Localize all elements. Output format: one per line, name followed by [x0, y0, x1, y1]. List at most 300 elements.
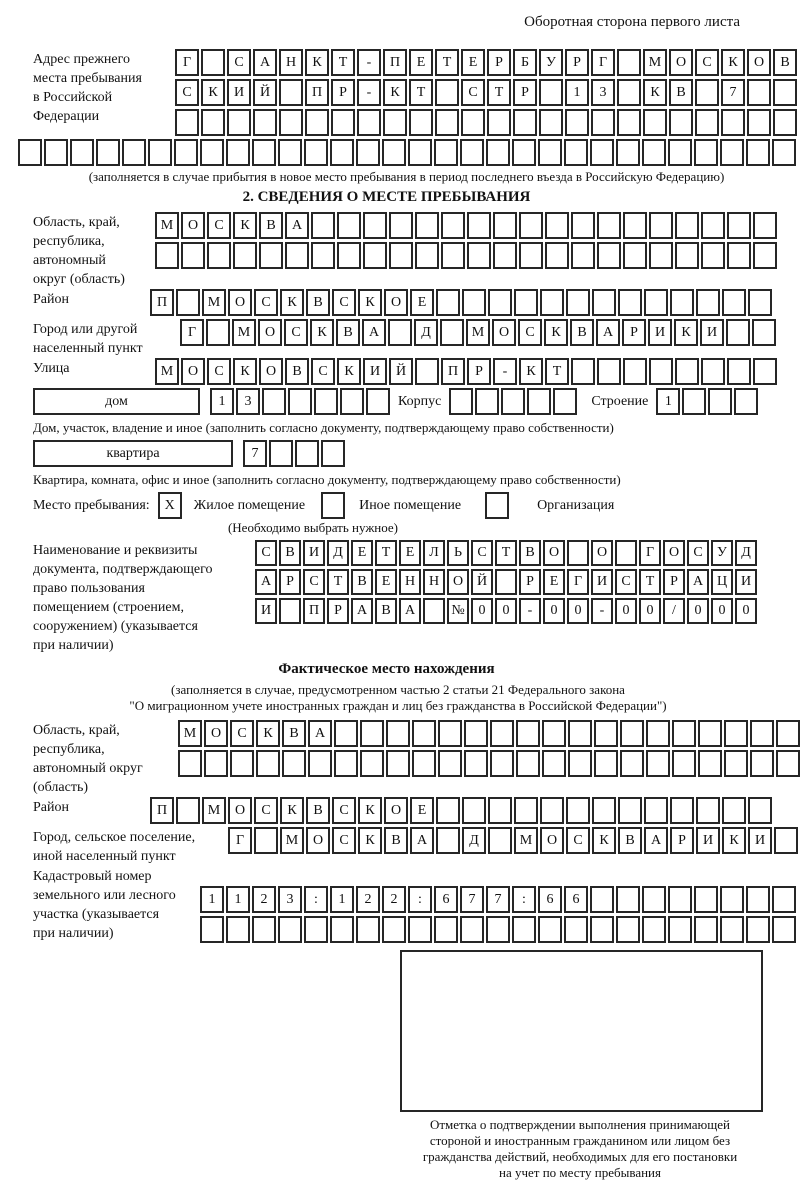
char-cell[interactable] [206, 319, 230, 346]
char-cell[interactable] [649, 358, 673, 385]
char-cell[interactable]: С [695, 49, 719, 76]
char-cell[interactable]: 3 [278, 886, 302, 913]
char-cell[interactable] [460, 916, 484, 943]
char-cell[interactable] [357, 109, 381, 136]
char-cell[interactable]: В [384, 827, 408, 854]
char-cell[interactable] [571, 358, 595, 385]
char-cell[interactable]: - [493, 358, 517, 385]
char-cell[interactable]: И [648, 319, 672, 346]
char-cell[interactable] [545, 212, 569, 239]
char-cell[interactable] [516, 750, 540, 777]
char-cell[interactable]: О [384, 797, 408, 824]
char-cell[interactable] [360, 720, 384, 747]
char-cell[interactable] [698, 720, 722, 747]
char-cell[interactable]: 1 [226, 886, 250, 913]
char-cell[interactable]: О [591, 540, 613, 566]
char-cell[interactable] [616, 916, 640, 943]
char-cell[interactable]: К [256, 720, 280, 747]
char-cell[interactable] [670, 797, 694, 824]
char-cell[interactable]: Г [639, 540, 661, 566]
char-cell[interactable]: К [544, 319, 568, 346]
char-cell[interactable]: 7 [486, 886, 510, 913]
char-cell[interactable] [623, 242, 647, 269]
char-cell[interactable]: Д [414, 319, 438, 346]
char-cell[interactable]: О [258, 319, 282, 346]
char-cell[interactable]: 0 [615, 598, 637, 624]
char-cell[interactable]: С [230, 720, 254, 747]
char-cell[interactable] [746, 886, 770, 913]
char-cell[interactable] [486, 139, 510, 166]
char-cell[interactable]: А [255, 569, 277, 595]
char-cell[interactable] [311, 212, 335, 239]
char-cell[interactable] [649, 212, 673, 239]
char-cell[interactable]: К [233, 358, 257, 385]
char-cell[interactable]: Т [487, 79, 511, 106]
char-cell[interactable] [682, 388, 706, 415]
char-cell[interactable] [776, 720, 800, 747]
char-cell[interactable] [178, 750, 202, 777]
char-cell[interactable]: Е [351, 540, 373, 566]
char-cell[interactable]: С [615, 569, 637, 595]
char-cell[interactable]: Р [622, 319, 646, 346]
char-cell[interactable] [542, 720, 566, 747]
char-cell[interactable]: 6 [538, 886, 562, 913]
char-cell[interactable] [259, 242, 283, 269]
char-cell[interactable] [646, 720, 670, 747]
char-cell[interactable]: У [711, 540, 733, 566]
char-cell[interactable] [200, 916, 224, 943]
char-cell[interactable]: В [259, 212, 283, 239]
char-cell[interactable] [204, 750, 228, 777]
char-cell[interactable] [722, 289, 746, 316]
char-cell[interactable]: Т [495, 540, 517, 566]
char-cell[interactable]: С [303, 569, 325, 595]
char-cell[interactable] [227, 109, 251, 136]
char-cell[interactable]: А [596, 319, 620, 346]
char-cell[interactable]: С [175, 79, 199, 106]
char-cell[interactable] [363, 242, 387, 269]
char-cell[interactable]: Е [375, 569, 397, 595]
char-cell[interactable]: 0 [711, 598, 733, 624]
char-cell[interactable] [694, 886, 718, 913]
char-cell[interactable]: П [150, 797, 174, 824]
char-cell[interactable] [475, 388, 499, 415]
char-cell[interactable] [597, 242, 621, 269]
char-cell[interactable] [668, 916, 692, 943]
char-cell[interactable] [720, 886, 744, 913]
char-cell[interactable]: 6 [564, 886, 588, 913]
char-cell[interactable] [436, 797, 460, 824]
char-cell[interactable]: - [357, 49, 381, 76]
char-cell[interactable] [233, 242, 257, 269]
char-cell[interactable]: 2 [252, 886, 276, 913]
char-cell[interactable]: Б [513, 49, 537, 76]
char-cell[interactable] [495, 569, 517, 595]
char-cell[interactable]: П [441, 358, 465, 385]
char-cell[interactable] [415, 242, 439, 269]
char-cell[interactable] [694, 916, 718, 943]
char-cell[interactable]: О [306, 827, 330, 854]
char-cell[interactable] [462, 797, 486, 824]
char-cell[interactable] [553, 388, 577, 415]
char-cell[interactable] [363, 212, 387, 239]
char-cell[interactable] [590, 886, 614, 913]
char-cell[interactable] [334, 720, 358, 747]
char-cell[interactable] [513, 109, 537, 136]
char-cell[interactable] [642, 886, 666, 913]
char-cell[interactable] [304, 916, 328, 943]
char-cell[interactable]: Т [639, 569, 661, 595]
char-cell[interactable] [591, 109, 615, 136]
char-cell[interactable] [753, 212, 777, 239]
char-cell[interactable]: К [643, 79, 667, 106]
char-cell[interactable]: С [332, 827, 356, 854]
char-cell[interactable]: Р [487, 49, 511, 76]
char-cell[interactable] [386, 720, 410, 747]
char-cell[interactable] [415, 212, 439, 239]
char-cell[interactable]: Е [410, 797, 434, 824]
char-cell[interactable] [519, 242, 543, 269]
char-cell[interactable] [519, 212, 543, 239]
char-cell[interactable] [696, 797, 720, 824]
char-cell[interactable] [642, 139, 666, 166]
char-cell[interactable] [516, 720, 540, 747]
char-cell[interactable]: С [227, 49, 251, 76]
char-cell[interactable]: В [306, 289, 330, 316]
char-cell[interactable]: А [308, 720, 332, 747]
char-cell[interactable]: О [540, 827, 564, 854]
char-cell[interactable]: К [280, 289, 304, 316]
char-cell[interactable] [568, 720, 592, 747]
char-cell[interactable]: К [310, 319, 334, 346]
char-cell[interactable]: Г [228, 827, 252, 854]
char-cell[interactable] [415, 358, 439, 385]
char-cell[interactable]: К [358, 797, 382, 824]
char-cell[interactable]: Г [175, 49, 199, 76]
char-cell[interactable] [488, 797, 512, 824]
char-cell[interactable] [724, 750, 748, 777]
char-cell[interactable] [207, 242, 231, 269]
char-cell[interactable]: И [255, 598, 277, 624]
char-cell[interactable]: - [357, 79, 381, 106]
char-cell[interactable]: 1 [210, 388, 234, 415]
char-cell[interactable] [122, 139, 146, 166]
char-cell[interactable]: М [202, 797, 226, 824]
char-cell[interactable]: К [358, 289, 382, 316]
char-cell[interactable] [467, 212, 491, 239]
char-cell[interactable]: Е [543, 569, 565, 595]
char-cell[interactable]: О [181, 212, 205, 239]
char-cell[interactable] [409, 109, 433, 136]
char-cell[interactable] [436, 827, 460, 854]
char-cell[interactable] [512, 916, 536, 943]
char-cell[interactable]: В [336, 319, 360, 346]
char-cell[interactable]: Н [279, 49, 303, 76]
char-cell[interactable]: Й [471, 569, 493, 595]
char-cell[interactable] [464, 750, 488, 777]
char-cell[interactable] [181, 242, 205, 269]
char-cell[interactable]: И [227, 79, 251, 106]
char-cell[interactable]: Р [327, 598, 349, 624]
char-cell[interactable] [620, 720, 644, 747]
char-cell[interactable]: О [259, 358, 283, 385]
char-cell[interactable] [412, 720, 436, 747]
char-cell[interactable] [708, 388, 732, 415]
char-cell[interactable] [617, 109, 641, 136]
char-cell[interactable] [571, 212, 595, 239]
char-cell[interactable] [304, 139, 328, 166]
char-cell[interactable] [646, 750, 670, 777]
char-cell[interactable]: С [207, 212, 231, 239]
char-cell[interactable] [434, 139, 458, 166]
char-cell[interactable] [262, 388, 286, 415]
char-cell[interactable] [727, 242, 751, 269]
char-cell[interactable]: Е [399, 540, 421, 566]
char-cell[interactable] [200, 139, 224, 166]
char-cell[interactable] [382, 916, 406, 943]
char-cell[interactable] [174, 139, 198, 166]
char-cell[interactable] [747, 109, 771, 136]
char-cell[interactable] [564, 139, 588, 166]
char-cell[interactable]: И [700, 319, 724, 346]
char-cell[interactable]: / [663, 598, 685, 624]
char-cell[interactable]: С [332, 289, 356, 316]
char-cell[interactable] [512, 139, 536, 166]
char-cell[interactable]: А [644, 827, 668, 854]
char-cell[interactable]: 1 [200, 886, 224, 913]
char-cell[interactable] [490, 750, 514, 777]
char-cell[interactable] [331, 109, 355, 136]
char-cell[interactable] [748, 797, 772, 824]
char-cell[interactable]: О [204, 720, 228, 747]
char-cell[interactable] [340, 388, 364, 415]
char-cell[interactable] [408, 139, 432, 166]
char-cell[interactable] [467, 242, 491, 269]
char-cell[interactable] [383, 109, 407, 136]
char-cell[interactable] [337, 242, 361, 269]
char-cell[interactable]: Т [375, 540, 397, 566]
char-cell[interactable]: С [254, 797, 278, 824]
char-cell[interactable] [295, 440, 319, 467]
char-cell[interactable] [538, 139, 562, 166]
char-cell[interactable] [253, 109, 277, 136]
char-cell[interactable] [746, 139, 770, 166]
char-cell[interactable]: 7 [460, 886, 484, 913]
char-cell[interactable] [620, 750, 644, 777]
char-cell[interactable] [44, 139, 68, 166]
char-cell[interactable] [773, 79, 797, 106]
char-cell[interactable] [487, 109, 511, 136]
char-cell[interactable] [226, 916, 250, 943]
char-cell[interactable] [649, 242, 673, 269]
char-cell[interactable] [493, 212, 517, 239]
char-cell[interactable] [753, 242, 777, 269]
char-cell[interactable] [748, 289, 772, 316]
char-cell[interactable]: Н [399, 569, 421, 595]
char-cell[interactable]: В [773, 49, 797, 76]
char-cell[interactable]: О [492, 319, 516, 346]
char-cell[interactable]: 2 [356, 886, 380, 913]
char-cell[interactable]: М [280, 827, 304, 854]
char-cell[interactable] [727, 358, 751, 385]
char-cell[interactable] [488, 289, 512, 316]
char-cell[interactable]: Р [519, 569, 541, 595]
char-cell[interactable]: И [363, 358, 387, 385]
char-cell[interactable] [721, 109, 745, 136]
char-cell[interactable]: А [351, 598, 373, 624]
char-cell[interactable] [701, 242, 725, 269]
char-cell[interactable]: Т [327, 569, 349, 595]
char-cell[interactable] [694, 139, 718, 166]
char-cell[interactable] [539, 109, 563, 136]
char-cell[interactable] [746, 916, 770, 943]
char-cell[interactable]: 1 [330, 886, 354, 913]
char-cell[interactable] [594, 750, 618, 777]
char-cell[interactable]: М [155, 212, 179, 239]
char-cell[interactable] [201, 49, 225, 76]
char-cell[interactable]: 0 [687, 598, 709, 624]
char-cell[interactable] [642, 916, 666, 943]
char-cell[interactable] [269, 440, 293, 467]
char-cell[interactable]: С [566, 827, 590, 854]
char-cell[interactable]: С [311, 358, 335, 385]
char-cell[interactable]: С [687, 540, 709, 566]
char-cell[interactable]: П [383, 49, 407, 76]
char-cell[interactable] [701, 358, 725, 385]
char-cell[interactable]: № [447, 598, 469, 624]
char-cell[interactable] [176, 797, 200, 824]
char-cell[interactable]: С [254, 289, 278, 316]
char-cell[interactable] [698, 750, 722, 777]
char-cell[interactable]: П [305, 79, 329, 106]
char-cell[interactable]: М [155, 358, 179, 385]
char-cell[interactable]: - [519, 598, 541, 624]
char-cell[interactable]: 6 [434, 886, 458, 913]
char-cell[interactable]: В [285, 358, 309, 385]
char-cell[interactable] [616, 886, 640, 913]
char-cell[interactable]: Г [567, 569, 589, 595]
char-cell[interactable] [438, 720, 462, 747]
char-cell[interactable]: К [358, 827, 382, 854]
stay-type-checkbox-organization[interactable] [485, 492, 509, 519]
char-cell[interactable] [366, 388, 390, 415]
char-cell[interactable] [540, 797, 564, 824]
char-cell[interactable]: С [207, 358, 231, 385]
char-cell[interactable] [462, 289, 486, 316]
char-cell[interactable]: И [748, 827, 772, 854]
char-cell[interactable] [538, 916, 562, 943]
char-cell[interactable] [461, 109, 485, 136]
char-cell[interactable] [567, 540, 589, 566]
char-cell[interactable] [617, 79, 641, 106]
char-cell[interactable]: Ь [447, 540, 469, 566]
char-cell[interactable] [747, 79, 771, 106]
char-cell[interactable]: Н [423, 569, 445, 595]
char-cell[interactable] [772, 916, 796, 943]
char-cell[interactable] [388, 319, 412, 346]
char-cell[interactable] [623, 358, 647, 385]
char-cell[interactable]: К [721, 49, 745, 76]
char-cell[interactable]: К [519, 358, 543, 385]
char-cell[interactable] [337, 212, 361, 239]
char-cell[interactable] [438, 750, 462, 777]
char-cell[interactable]: Т [435, 49, 459, 76]
char-cell[interactable] [514, 797, 538, 824]
char-cell[interactable]: Р [513, 79, 537, 106]
char-cell[interactable] [226, 139, 250, 166]
char-cell[interactable] [727, 212, 751, 239]
char-cell[interactable] [772, 139, 796, 166]
char-cell[interactable] [252, 139, 276, 166]
char-cell[interactable]: О [663, 540, 685, 566]
char-cell[interactable]: С [284, 319, 308, 346]
char-cell[interactable] [590, 139, 614, 166]
char-cell[interactable] [501, 388, 525, 415]
char-cell[interactable] [356, 139, 380, 166]
char-cell[interactable]: Й [389, 358, 413, 385]
char-cell[interactable] [594, 720, 618, 747]
char-cell[interactable] [449, 388, 473, 415]
char-cell[interactable]: А [362, 319, 386, 346]
char-cell[interactable] [720, 139, 744, 166]
char-cell[interactable]: Р [663, 569, 685, 595]
char-cell[interactable]: 0 [471, 598, 493, 624]
char-cell[interactable] [644, 797, 668, 824]
char-cell[interactable]: К [722, 827, 746, 854]
char-cell[interactable]: 1 [565, 79, 589, 106]
char-cell[interactable] [514, 289, 538, 316]
char-cell[interactable] [616, 139, 640, 166]
char-cell[interactable]: В [351, 569, 373, 595]
char-cell[interactable] [282, 750, 306, 777]
char-cell[interactable]: И [735, 569, 757, 595]
char-cell[interactable] [623, 212, 647, 239]
char-cell[interactable] [389, 212, 413, 239]
char-cell[interactable]: 3 [591, 79, 615, 106]
char-cell[interactable] [155, 242, 179, 269]
char-cell[interactable] [423, 598, 445, 624]
char-cell[interactable]: Т [545, 358, 569, 385]
char-cell[interactable] [722, 797, 746, 824]
char-cell[interactable]: А [285, 212, 309, 239]
char-cell[interactable] [493, 242, 517, 269]
char-cell[interactable]: 7 [721, 79, 745, 106]
char-cell[interactable]: Р [331, 79, 355, 106]
char-cell[interactable] [618, 289, 642, 316]
char-cell[interactable]: П [150, 289, 174, 316]
char-cell[interactable]: : [512, 886, 536, 913]
char-cell[interactable] [564, 916, 588, 943]
char-cell[interactable] [389, 242, 413, 269]
char-cell[interactable]: 0 [567, 598, 589, 624]
char-cell[interactable] [278, 139, 302, 166]
char-cell[interactable] [750, 750, 774, 777]
char-cell[interactable] [566, 289, 590, 316]
char-cell[interactable] [545, 242, 569, 269]
char-cell[interactable] [305, 109, 329, 136]
char-cell[interactable]: К [305, 49, 329, 76]
char-cell[interactable]: В [375, 598, 397, 624]
char-cell[interactable]: П [303, 598, 325, 624]
char-cell[interactable] [314, 388, 338, 415]
char-cell[interactable] [750, 720, 774, 747]
char-cell[interactable] [148, 139, 172, 166]
char-cell[interactable]: О [543, 540, 565, 566]
char-cell[interactable] [382, 139, 406, 166]
char-cell[interactable]: 1 [656, 388, 680, 415]
char-cell[interactable]: К [201, 79, 225, 106]
char-cell[interactable]: В [570, 319, 594, 346]
